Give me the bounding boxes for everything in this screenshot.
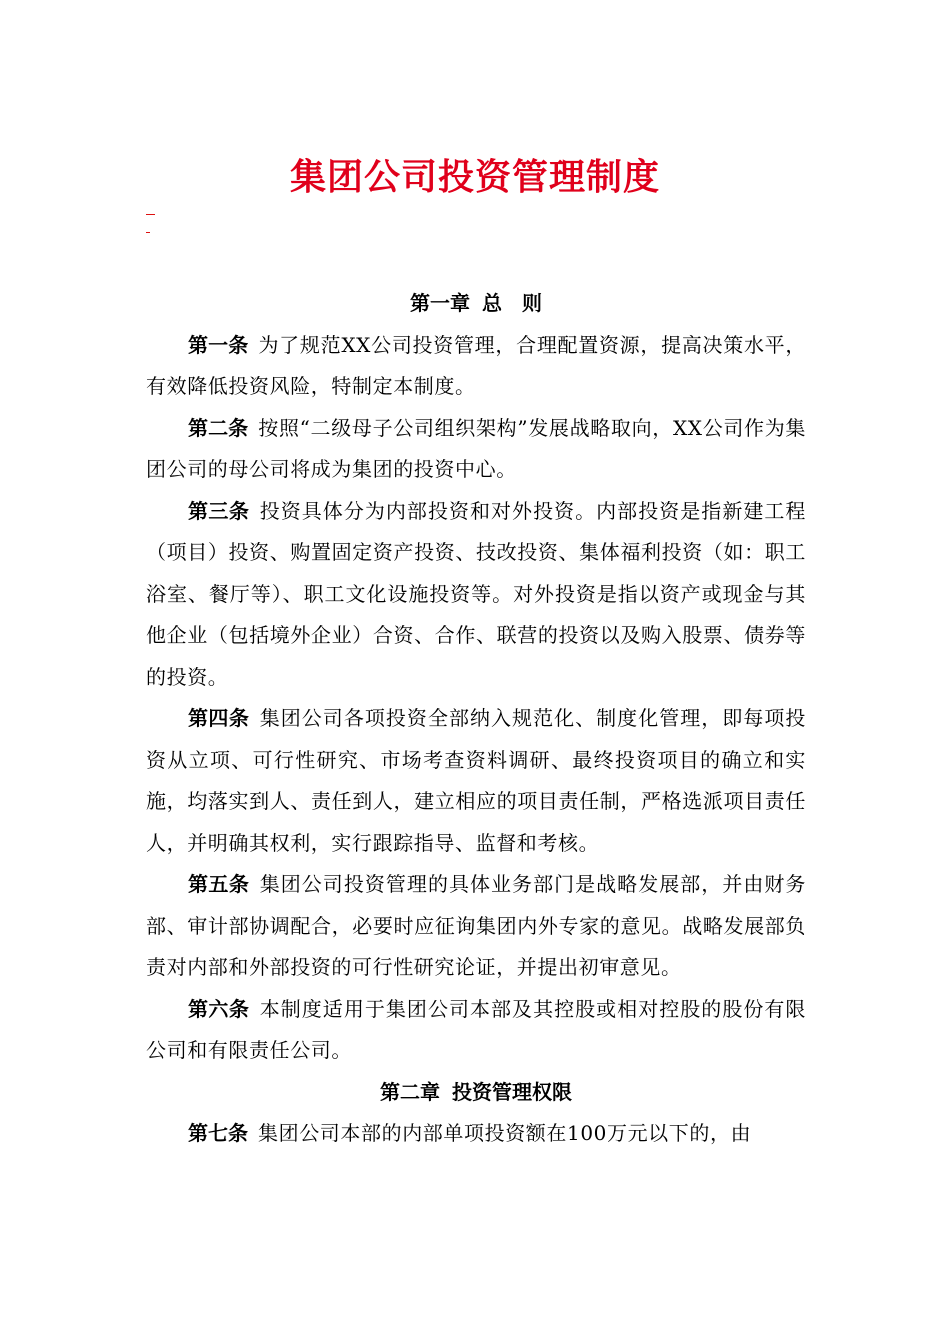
article-paragraph <box>146 325 806 408</box>
red-revision-mark <box>146 232 150 233</box>
article-number: 第六条 <box>188 996 250 1021</box>
chapter-title: 总 则 <box>482 291 542 315</box>
chapter-heading <box>146 283 806 325</box>
document-title: 集团公司投资管理制度 <box>289 157 660 198</box>
document-body <box>146 283 806 1155</box>
article-paragraph <box>146 408 806 491</box>
article-paragraph <box>146 864 806 989</box>
article-number: 第二条 <box>188 415 249 440</box>
article-text: 本制度适用于集团公司本部及其控股或相对控股的股份有限公司和有限责任公司。 <box>146 996 807 1062</box>
article-text: 集团公司投资管理的具体业务部门是战略发展部，并由财务部、审计部协调配合，必要时应征询集团内外专家的意见。战略发展部负责对内部和外部投资的可行性研究论证，并提出初审意见。 <box>146 872 807 979</box>
red-revision-mark <box>146 214 155 215</box>
article-number: 第一条 <box>188 332 249 357</box>
article-paragraph <box>146 989 806 1072</box>
article-paragraph <box>146 1113 806 1155</box>
article-paragraph <box>146 491 806 699</box>
article-text: 投资具体分为内部投资和对外投资。内部投资是指新建工程（项目）投资、购置固定资产投资、技改投资、集体福利投资（如：职工浴室、餐厅等）、职工文化设施投资等。对外投资是指以资产或现金与其他企业（包括境外企业）合资、合作、联营的投资以及购入股票、债券等的投资。 <box>146 498 807 689</box>
article-number: 第三条 <box>188 498 250 523</box>
chapter-number: 第二章 <box>380 1079 440 1104</box>
article-number: 第五条 <box>188 872 250 896</box>
chapter-title: 投资管理权限 <box>452 1079 572 1104</box>
article-text: 为了规范XX公司投资管理，合理配置资源，提高决策水平，有效降低投资风险，特制定本制度。 <box>146 332 806 398</box>
article-number: 第七条 <box>188 1121 248 1145</box>
article-text: 集团公司本部的内部单项投资额在100万元以下的，由 <box>258 1121 752 1145</box>
article-text: 集团公司各项投资全部纳入规范化、制度化管理，即每项投资从立项、可行性研究、市场考查资料调研、最终投资项目的确立和实施，均落实到人、责任到人，建立相应的项目责任制，严格选派项目责任人，并明确其权利，实行跟踪指导、监督和考核。 <box>146 706 807 855</box>
chapter-heading <box>146 1072 806 1114</box>
article-paragraph <box>146 698 806 864</box>
chapter-number: 第一章 <box>410 291 470 315</box>
article-text: 按照“二级母子公司组织架构”发展战略取向，XX公司作为集团公司的母公司将成为集团的投资中心。 <box>146 415 806 481</box>
article-number: 第四条 <box>188 706 250 730</box>
